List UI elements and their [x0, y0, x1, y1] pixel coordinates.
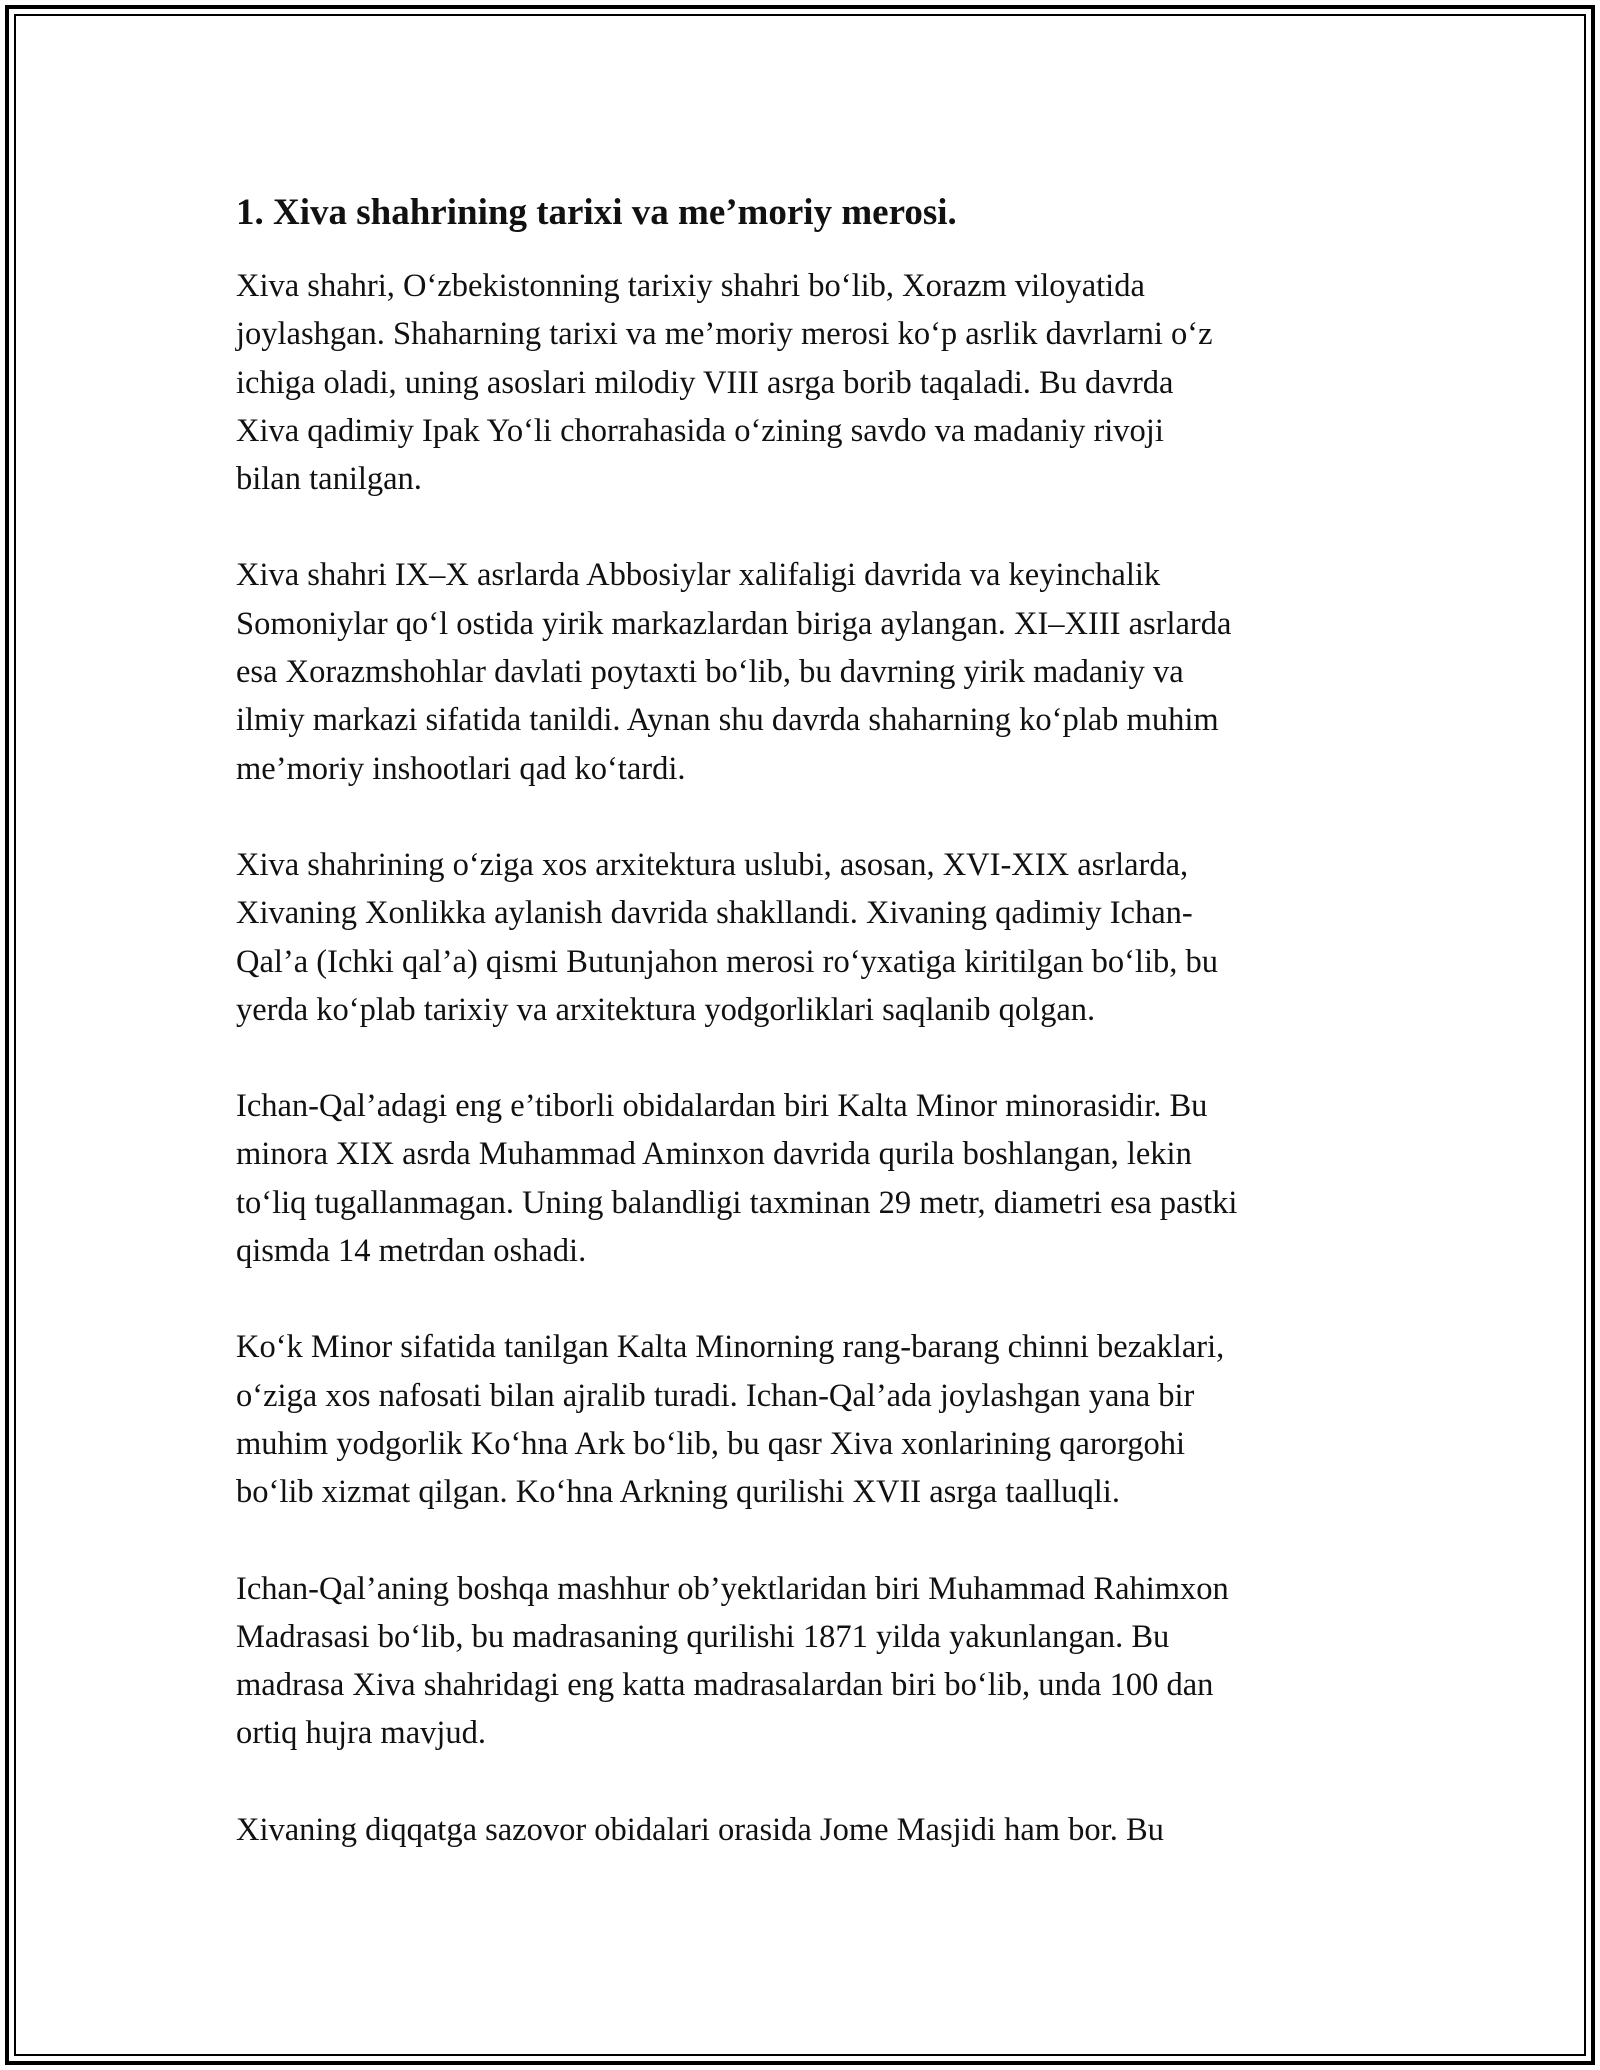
paragraph-line: Somoniylar qo‘l ostida yirik markazlardan biriga aylangan. XI–XIII asrlarda — [236, 605, 1232, 642]
document-body — [236, 188, 1376, 1854]
paragraph-line: o‘ziga xos nafosati bilan ajralib turadi. Ichan-Qal’ada joylashgan yana bir — [236, 1377, 1195, 1414]
section-heading: 1. Xiva shahrining tarixi va me’moriy merosi. — [236, 192, 957, 233]
paragraph-3 — [236, 841, 1376, 1034]
paragraph-line: to‘liq tugallanmagan. Uning balandligi taxminan 29 metr, diametri esa pastki — [236, 1184, 1238, 1221]
paragraph-line: Xivaning Xonlikka aylanish davrida shakllandi. Xivaning qadimiy Ichan- — [236, 895, 1193, 932]
paragraph-6 — [236, 1565, 1376, 1758]
paragraph-line: Xiva shahrining o‘ziga xos arxitektura uslubi, asosan, XVI-XIX asrlarda, — [236, 846, 1189, 883]
paragraph-line: ichiga oladi, uning asoslari milodiy VIII asrga borib taqaladi. Bu davrda — [236, 364, 1174, 401]
paragraph-line: me’moriy inshootlari qad ko‘tardi. — [236, 750, 686, 787]
paragraph-line: joylashgan. Shaharning tarixi va me’moriy merosi ko‘p asrlik davrlarni o‘z — [236, 316, 1213, 353]
paragraph-line: ortiq hujra mavjud. — [236, 1715, 487, 1752]
paragraph-1 — [236, 262, 1376, 503]
paragraph-4 — [236, 1082, 1376, 1275]
paragraph-line: Madrasasi bo‘lib, bu madrasaning qurilishi 1871 yilda yakunlangan. Bu — [236, 1618, 1170, 1655]
paragraph-line: madrasa Xiva shahridagi eng katta madrasalardan biri bo‘lib, unda 100 dan — [236, 1667, 1214, 1704]
paragraph-line: qismda 14 metrdan oshadi. — [236, 1233, 587, 1270]
paragraph-line: Xivaning diqqatga sazovor obidalari orasida Jome Masjidi ham bor. Bu — [236, 1811, 1164, 1848]
paragraph-line: Ichan-Qal’adagi eng e’tiborli obidalardan biri Kalta Minor minorasidir. Bu — [236, 1088, 1208, 1125]
paragraph-line: ilmiy markazi sifatida tanildi. Aynan shu davrda shaharning ko‘plab muhim — [236, 702, 1219, 739]
paragraph-line: Ko‘k Minor sifatida tanilgan Kalta Minorning rang-barang chinni bezaklari, — [236, 1329, 1225, 1366]
paragraph-line: muhim yodgorlik Ko‘hna Ark bo‘lib, bu qasr Xiva xonlarining qarorgohi — [236, 1425, 1185, 1462]
paragraph-line: Qal’a (Ichki qal’a) qismi Butunjahon merosi ro‘yxatiga kiritilgan bo‘lib, bu — [236, 943, 1218, 980]
paragraph-line: bilan tanilgan. — [236, 461, 422, 498]
paragraph-line: yerda ko‘plab tarixiy va arxitektura yodgorliklari saqlanib qolgan. — [236, 991, 1096, 1028]
paragraph-line: Xiva shahri IX–X asrlarda Abbosiylar xalifaligi davrida va keyinchalik — [236, 557, 1161, 594]
paragraph-line: bo‘lib xizmat qilgan. Ko‘hna Arkning qurilishi XVII asrga taalluqli. — [236, 1474, 1120, 1511]
paragraph-2 — [236, 551, 1376, 792]
paragraph-5 — [236, 1323, 1376, 1516]
paragraph-line: Ichan-Qal’aning boshqa mashhur ob’yektlaridan biri Muhammad Rahimxon — [236, 1570, 1229, 1607]
paragraph-line: minora XIX asrda Muhammad Aminxon davrida qurila boshlangan, lekin — [236, 1136, 1192, 1173]
paragraph-line: esa Xorazmshohlar davlati poytaxti bo‘lib, bu davrning yirik madaniy va — [236, 654, 1184, 691]
paragraph-7 — [236, 1806, 1376, 1854]
paragraph-line: Xiva qadimiy Ipak Yo‘li chorrahasida o‘zining savdo va madaniy rivoji — [236, 412, 1164, 449]
paragraph-line: Xiva shahri, O‘zbekistonning tarixiy shahri bo‘lib, Xorazm viloyatida — [236, 268, 1145, 304]
